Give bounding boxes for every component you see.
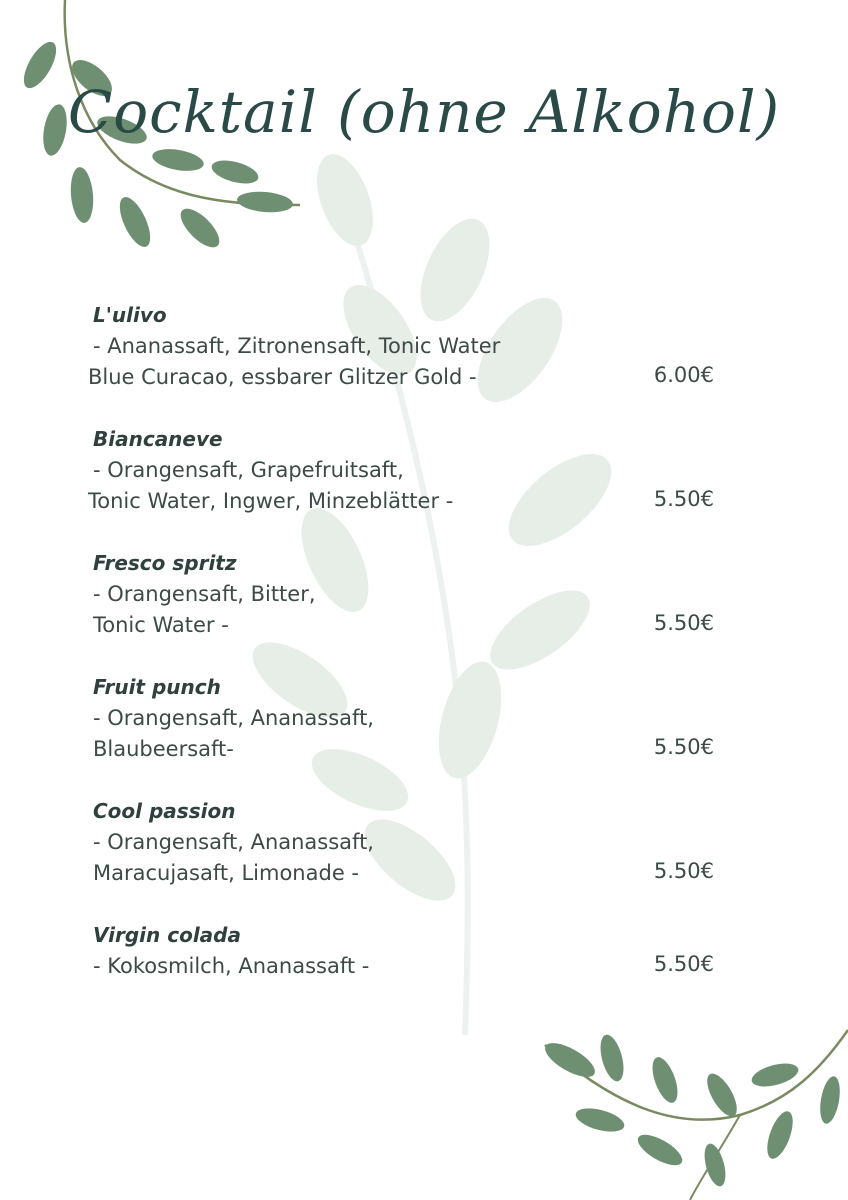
item-name: Fresco spritz	[93, 551, 237, 575]
item-name: L'ulivo	[93, 303, 167, 327]
item-description-line-2: Blaubeersaft-	[93, 737, 234, 761]
item-description-line-1: - Orangensaft, Grapefruitsaft,	[93, 458, 404, 482]
item-description-line-1: - Orangensaft, Ananassaft,	[93, 706, 374, 730]
item-price: 5.50€	[653, 487, 714, 511]
item-description-line-2: Maracujasaft, Limonade -	[93, 861, 359, 885]
item-name: Fruit punch	[93, 675, 221, 699]
menu-title: Cocktail (ohne Alkohol)	[67, 78, 781, 146]
item-price: 5.50€	[653, 735, 714, 759]
item-price: 5.50€	[653, 611, 714, 635]
item-name: Biancaneve	[93, 427, 223, 451]
bottom-right-branch-icon	[540, 1030, 848, 1200]
item-description-line-2: Blue Curacao, essbarer Glitzer Gold -	[88, 365, 477, 389]
item-description-line-2: Tonic Water, Ingwer, Minzeblätter -	[88, 489, 454, 513]
item-name: Cool passion	[93, 799, 236, 823]
item-price: 5.50€	[653, 952, 714, 976]
item-description-line-1: - Orangensaft, Ananassaft,	[93, 830, 374, 854]
item-price: 5.50€	[653, 859, 714, 883]
item-description-line-2: Tonic Water -	[93, 613, 229, 637]
item-name: Virgin colada	[93, 923, 241, 947]
item-description-line-1: - Orangensaft, Bitter,	[93, 582, 316, 606]
item-description-line-1: - Ananassaft, Zitronensaft, Tonic Water	[93, 334, 501, 358]
item-description-line-1: - Kokosmilch, Ananassaft -	[93, 954, 370, 978]
item-price: 6.00€	[653, 363, 714, 387]
